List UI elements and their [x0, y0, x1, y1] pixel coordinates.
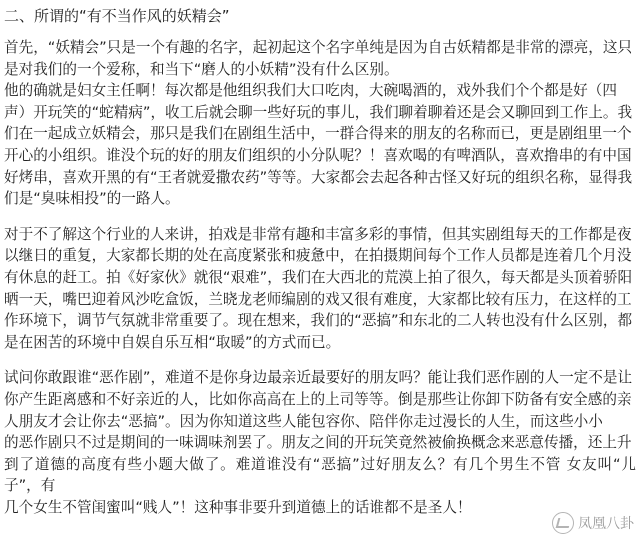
paragraph-line: 开心的小组织。谁没个玩的好的朋友们组织的小分队呢？！喜欢喝的有啤酒队，喜欢撸串的有中国	[4, 146, 632, 164]
paragraph-1	[4, 37, 636, 210]
paragraph-line: 对于不了解这个行业的人来讲，拍戏是非常有趣和丰富多彩的事情，但其实剧组每天的工作都是夜	[4, 225, 632, 243]
paragraph-line: 有休息的赶工。拍《好家伙》就很“艰难”，我们在大西北的荒漠上拍了很久，每天都是头顶着骄阳	[4, 268, 633, 286]
paragraph-line: 好烤串，喜欢开黑的有“王者就爱撒农药”等等。大家都会去起各种古怪又好玩的组织名称，显得我	[4, 168, 633, 186]
paragraph-line: 以继日的重复，大家都长期的处在高度紧张和疲惫中，在拍摄期间每个工作人员都是连着几个月没	[4, 247, 632, 265]
paragraph-line: 几个女生不管闺蜜叫“贱人”！这种事非要升到道德上的话谁都不是圣人！	[4, 498, 472, 516]
paragraph-2	[4, 224, 636, 354]
paragraph-3	[4, 367, 636, 518]
paragraph-line: 你产生距离感和不好亲近的人，比如你高高在上的上司等等。倒是那些让你卸下防备有安全感的亲	[4, 390, 632, 408]
paragraph-line: 晒一天，嘴巴迎着风沙吃盒饭，兰晓龙老师编剧的戏又很有难度，大家都比较有压力，在这样的工	[4, 290, 632, 308]
paragraph-line: 人朋友才会让你去“恶搞”。因为你知道这些人能包容你、陪伴你走过漫长的人生，而这些小小	[4, 412, 603, 430]
paragraph-line: 是在困苦的环境中自娱自乐互相“取暖”的方式而已。	[4, 333, 341, 351]
paragraph-line: 到了道德的高度有些小题大做了。难道谁没有“恶搞”过好朋友么？有几个男生不管 女友叫“儿子”，有	[4, 455, 636, 495]
paragraph-line: 他的确就是妇女主任啊！每次都是他组织我们大口吃肉，大碗喝酒的，戏外我们个个都是好（四	[4, 82, 617, 100]
watermark-text: 凤凰八卦	[578, 516, 634, 532]
article	[4, 0, 636, 532]
paragraph-line: 首先，“妖精会”只是一个有趣的名字，起初起这个名字单纯是因为自古妖精都是非常的漂亮，这只	[4, 39, 633, 56]
paragraph-line: 声）开玩笑的“蛇精病”，收工后就会聊一些好玩的事儿，我们聊着聊着还是会又聊回到工作上。我	[4, 103, 633, 121]
paragraph-line: 是对我们的一个爱称，和当下“磨人的小妖精”没有什么区别。	[4, 60, 399, 78]
phoenix-logo-icon	[552, 512, 574, 534]
paragraph-line: 作环境下，调节气氛就非常重要了。现在想来，我们的“恶搞”和东北的二人转也没有什么区别，都	[4, 312, 633, 330]
paragraph-line: 试问你敢跟谁“恶作剧”，难道不是你身边最亲近最要好的朋友吗？能让我们恶作剧的人一定不是让	[4, 369, 633, 387]
paragraph-line: 的恶作剧只不过是期间的一味调味剂罢了。朋友之间的开玩笑竟然被偷换概念来恶意传播，还上升	[4, 434, 632, 452]
paragraph-line: 们是“臭味相投”的一路人。	[4, 190, 180, 208]
watermark	[552, 512, 634, 534]
section-heading: 二、所谓的“有不当作风的妖精会”	[4, 7, 230, 25]
paragraph-line: 们在一起成立妖精会，那只是我们在剧组生活中，一群合得来的朋友的名称而已，更是剧组里一个	[4, 125, 632, 143]
